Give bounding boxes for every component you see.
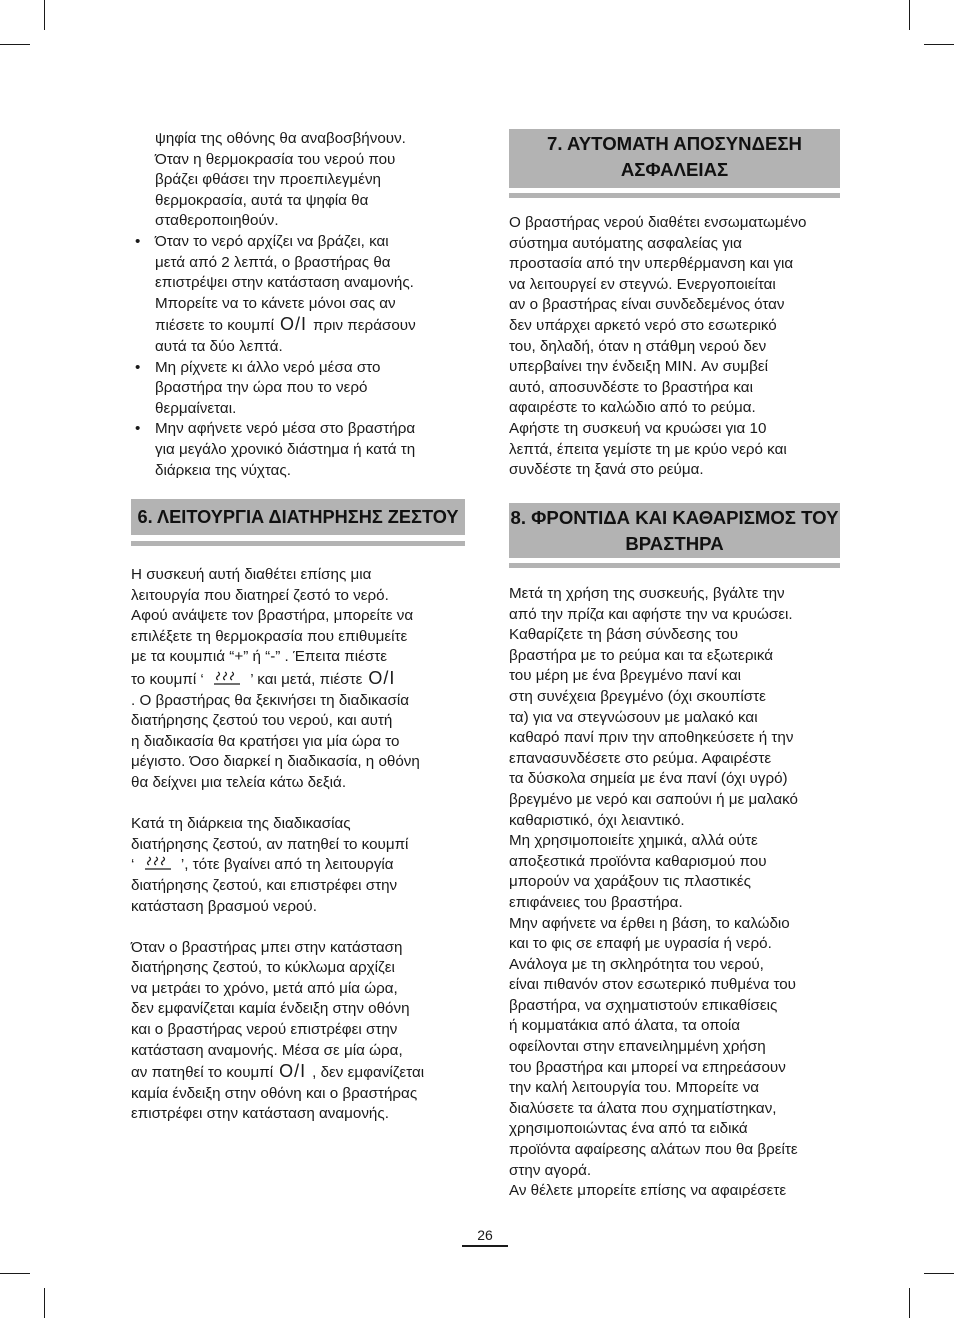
body-line: Κατά τη διάρκεια της διαδικασίας — [131, 815, 351, 833]
text-fragment: ’ και μετά, πιέστε — [250, 670, 363, 688]
bullet-line: • Μη ρίχνετε κι άλλο νερό μέσα στο — [131, 358, 471, 379]
crop-mark — [909, 0, 910, 30]
body-line: οφείλονται στην επανειλημμένη χρήση — [509, 1038, 766, 1056]
bullet-line: • Όταν το νερό αρχίζει να βράζει, και — [131, 232, 471, 253]
body-line: και ο βραστήρας νερού επιστρέφει στην — [131, 1021, 398, 1039]
body-line: Αν θέλετε μπορείτε επίσης να αφαιρέσετε — [509, 1182, 787, 1200]
heading-text: ΑΣΦΑΛΕΙΑΣ — [620, 159, 729, 180]
body-line: προϊόντα αφαίρεσης αλάτων που θα βρείτε — [509, 1141, 798, 1159]
body-line: . Ο βραστήρας θα ξεκινήσει τη διαδικασία — [131, 691, 409, 709]
intro-line: θερμοκρασία, αυτά τα ψηφία θα — [155, 191, 369, 209]
body-line: στην αγορά. — [509, 1161, 592, 1179]
body-line: να λειτουργεί εν στεγνώ. Ενεργοποιείται — [509, 275, 776, 293]
body-line: υπερβαίνει την ένδειξη MIN. Αν συμβεί — [509, 358, 768, 376]
body-line: διατήρησης ζεστού, το κύκλωμα αρχίζει — [131, 959, 395, 977]
body-line: Ο βραστήρας νερού διαθέτει ενσωματωμένο — [509, 214, 807, 231]
bullet-line: διάρκεια της νύχτας. — [155, 461, 291, 479]
bullet-line — [131, 314, 471, 337]
heading-underline — [131, 541, 465, 546]
body-line: χρησιμοποιώντας ένα από τα ειδικά — [509, 1120, 748, 1138]
section-6-body — [131, 565, 471, 1125]
crop-mark — [909, 1288, 910, 1318]
body-line: του μέρη με ένα βρεγμένο πανί και — [509, 667, 742, 685]
body-line: λεπτά, έπειτα γεμίστε τη με κρύο νερό και — [509, 440, 787, 458]
crop-mark — [44, 0, 45, 30]
bullet-line: Μπορείτε να το κάνετε μόνοι σας αν — [155, 294, 396, 312]
bullet-line: • Μην αφήνετε νερό μέσα στο βραστήρα — [131, 419, 471, 440]
bullet-line: επιστρέψει στην κατάσταση αναμονής. — [155, 274, 414, 292]
body-line: Μετά τη χρήση της συσκευής, βγάλτε την — [509, 585, 785, 602]
body-line: καθαρό πανί πριν την αποθηκεύσετε ή την — [509, 729, 794, 747]
body-line: προστασία από την υπερθέρμανση και για — [509, 255, 794, 273]
paragraph-gap — [131, 917, 471, 938]
bullet-line: μετά από 2 λεπτά, ο βραστήρας θα — [155, 253, 391, 271]
text-fragment: πιέσετε το κουμπί — [155, 317, 274, 335]
crop-mark — [924, 1273, 954, 1274]
page-number-underline — [462, 1245, 508, 1247]
heading-text: 8. ΦΡΟΝΤΙΔΑ ΚΑΙ ΚΑΘΑΡΙΣΜΟΣ ΤΟΥ — [510, 507, 839, 528]
body-line: επανασυνδέσετε στο ρεύμα. Αφαιρέστε — [509, 749, 772, 767]
heading-underline — [509, 193, 840, 198]
body-line: δεν υπάρχει αρκετό νερό στο εσωτερικό — [509, 316, 777, 334]
section-6-heading — [131, 499, 465, 535]
heading-underline — [509, 563, 840, 568]
body-line: αποξεστικά προϊόντα καθαρισμού που — [509, 852, 767, 870]
bullet-item — [131, 419, 471, 481]
bullet-line: βραστήρα την ώρα που το νερό — [155, 379, 368, 397]
body-line — [131, 855, 471, 876]
body-line: η διαδικασία θα κρατήσει για μία ώρα το — [131, 732, 400, 750]
bullet-line: για μεγάλο χρονικό διάστημα ή κατά τη — [155, 440, 416, 458]
body-line: δεν εμφανίζεται καμία ένδειξη στην οθόνη — [131, 1000, 410, 1018]
intro-line: Όταν η θερμοκρασία του νερού που — [155, 150, 396, 168]
body-line: αφαιρέστε το καλώδιο από το ρεύμα. — [509, 399, 756, 417]
crop-mark — [0, 1273, 30, 1274]
keep-warm-icon — [212, 670, 242, 688]
body-line: με τα κουμπιά “+” ή “-” . Έπειτα πιέστε — [131, 648, 388, 666]
page-number: 26 — [477, 1227, 493, 1243]
bullet-item — [131, 358, 471, 420]
body-line: επιλέξετε τη θερμοκρασία που επιθυμείτε — [131, 627, 408, 645]
body-line: Μην αφήνετε να έρθει η βάση, το καλώδιο — [509, 914, 790, 932]
body-line: καμία ένδειξη στην οθόνη και ο βραστήρας — [131, 1084, 418, 1102]
left-intro — [131, 129, 471, 481]
body-line: βραστήρα, να σχηματιστούν επικαθίσεις — [509, 996, 778, 1014]
body-line: θα δείχνει μια τελεία κάτω δεξιά. — [131, 773, 347, 791]
section-7-heading — [509, 129, 840, 188]
body-line: διατήρησης ζεστού του νερού, και αυτή — [131, 712, 393, 730]
text-fragment: ‘ — [131, 856, 135, 874]
body-line: τα) για να στεγνώσουν με μαλακό και — [509, 708, 758, 726]
heading-text: 6. ΛΕΙΤΟΥΡΓΙΑ ΔΙΑΤΗΡΗΣΗΣ ΖΕΣΤΟΥ — [137, 507, 459, 527]
body-line: και το φις σε επαφή με υγρασία ή νερό. — [509, 935, 772, 953]
body-line: μπορούν να χαράξουν τις πλαστικές — [509, 873, 751, 891]
body-line: να μετράει το χρόνο, μετά από μία ώρα, — [131, 979, 398, 997]
body-line: ή κομματάκια από άλατα, τα οποία — [509, 1017, 741, 1035]
body-line — [131, 1061, 471, 1084]
body-line: στη συνέχεια βρεγμένο (όχι σκουπίστε — [509, 687, 766, 705]
crop-mark — [44, 1288, 45, 1318]
body-line: καθαριστικό, όχι λειαντικό. — [509, 811, 685, 829]
body-line: συνδέστε τη ξανά στο ρεύμα. — [509, 461, 704, 479]
body-line: διαλύσετε τα άλατα που σχηματίστηκαν, — [509, 1099, 777, 1117]
text-fragment: ’, τότε βγαίνει από τη λειτουργία — [180, 856, 394, 874]
section-8-heading — [509, 503, 840, 558]
keep-warm-icon — [143, 855, 173, 873]
body-line: αν ο βραστήρας είναι συνδεδεμένος όταν — [509, 296, 785, 314]
body-line: λειτουργία που διατηρεί ζεστό το νερό. — [131, 586, 389, 604]
body-line: είναι πιθανόν στον εσωτερικό πυθμένα του — [509, 976, 796, 994]
body-line — [131, 668, 471, 691]
body-line: Ανάλογα με τη σκληρότητα του νερού, — [509, 955, 764, 973]
body-line: διατήρησης ζεστού, και επιστρέφει στην — [131, 876, 398, 894]
body-line: Αφού ανάψετε τον βραστήρα, μπορείτε να — [131, 607, 414, 625]
body-line: την καλή λειτουργία του. Μπορείτε να — [509, 1079, 760, 1097]
text-fragment: πριν περάσουν — [313, 317, 416, 335]
body-line: επιφάνειες του βραστήρα. — [509, 893, 683, 911]
heading-text: 7. ΑΥΤΟΜΑΤΗ ΑΠΟΣΥΝΔΕΣΗ — [547, 133, 802, 154]
power-button-icon: O/I — [279, 1061, 307, 1082]
body-line: Η συσκευή αυτή διαθέτει επίσης μια — [131, 566, 372, 583]
body-line: Όταν ο βραστήρας μπει στην κατάσταση — [131, 938, 403, 956]
section-8-body — [509, 584, 854, 1202]
body-line: κατάσταση αναμονής. Μέσα σε μία ώρα, — [131, 1041, 403, 1059]
bullet-line: θερμαίνεται. — [155, 399, 237, 417]
heading-text: ΒΡΑΣΤΗΡΑ — [625, 533, 724, 554]
text-fragment: αν πατηθεί το κουμπί — [131, 1064, 274, 1082]
body-line: βραστήρα με το ρεύμα και τα εξωτερικά — [509, 646, 774, 664]
body-line: βρεγμένο με νερό και σαπούνι ή με μαλακό — [509, 790, 799, 808]
body-line: Μη χρησιμοποιείτε χημικά, αλλά ούτε — [509, 832, 758, 850]
text-fragment: το κουμπί ‘ — [131, 670, 204, 688]
intro-line: βράζει φθάσει την προεπιλεγμένη — [155, 171, 381, 189]
intro-line: ψηφία της οθόνης θα αναβοσβήνουν. — [155, 130, 406, 147]
body-line: μέγιστο. Όσο διαρκεί η διαδικασία, η οθόνη — [131, 753, 420, 771]
power-button-icon: O/I — [279, 314, 307, 335]
body-line: Καθαρίζετε τη βάση σύνδεσης του — [509, 626, 739, 644]
body-line: του βραστήρα και μπορεί να επηρεάσουν — [509, 1058, 786, 1076]
crop-mark — [0, 44, 30, 45]
body-line: επιστρέφει στην κατάσταση αναμονής. — [131, 1105, 389, 1123]
body-line: αυτό, αποσυνδέστε το βραστήρα και — [509, 378, 753, 396]
body-line: κατάσταση βρασμού νερού. — [131, 897, 317, 915]
body-line: σύστημα αυτόματης ασφαλείας για — [509, 234, 742, 252]
body-line: διατήρησης ζεστού, αν πατηθεί το κουμπί — [131, 835, 409, 853]
text-fragment: , δεν εμφανίζεται — [312, 1064, 425, 1082]
crop-mark — [924, 44, 954, 45]
body-line: από την πρίζα και αφήστε την να κρυώσει. — [509, 605, 793, 623]
bullet-item — [131, 232, 471, 358]
intro-line: σταθεροποιηθούν. — [155, 212, 279, 230]
bullet-line: αυτά τα δύο λεπτά. — [155, 337, 283, 355]
paragraph-gap — [131, 794, 471, 815]
section-7-body — [509, 213, 854, 481]
body-line: του, δηλαδή, όταν η στάθμη νερού δεν — [509, 337, 767, 355]
body-line: Αφήστε τη συσκευή να κρυώσει για 10 — [509, 419, 767, 437]
power-button-icon: O/I — [368, 667, 396, 688]
body-line: τα δύσκολα σημεία με ένα πανί (όχι υγρό) — [509, 770, 788, 788]
